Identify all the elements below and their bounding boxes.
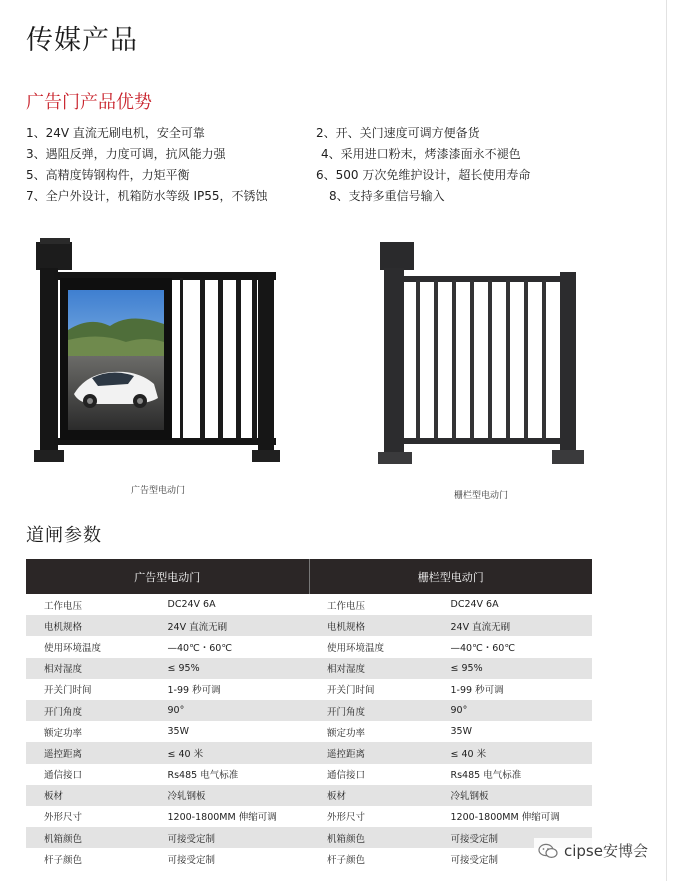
table-row: [26, 827, 592, 848]
table-row: [26, 721, 592, 742]
param-value: 90°: [451, 700, 593, 721]
param-value: 35W: [168, 721, 310, 742]
params-header-ad-gate: 广告型电动门: [26, 559, 309, 594]
param-value: 冷轧钢板: [451, 785, 593, 806]
param-label: 开门角度: [26, 700, 168, 721]
param-value: DC24V 6A: [168, 594, 310, 615]
fence-gate-image: [376, 242, 586, 468]
param-label: 额定功率: [26, 721, 168, 742]
param-value: 24V 直流无刷: [168, 615, 310, 636]
param-label: 通信接口: [309, 764, 451, 785]
advantages-heading: 广告门产品优势: [26, 92, 152, 113]
param-label: 开关门时间: [26, 679, 168, 700]
param-label: 开关门时间: [309, 679, 451, 700]
param-value: —40℃・60℃: [168, 636, 310, 657]
advantage-item: 4、采用进口粉末，烤漆漆面永不褪色: [321, 147, 521, 161]
param-label: 通信接口: [26, 764, 168, 785]
param-label: 遥控距离: [309, 742, 451, 763]
table-row: [26, 785, 592, 806]
param-value: ≤ 40 米: [451, 742, 593, 763]
advantage-item: 3、遇阻反弹，力度可调，抗风能力强: [26, 147, 226, 161]
table-row: [26, 806, 592, 827]
param-label: 电机规格: [309, 615, 451, 636]
param-label: 开门角度: [309, 700, 451, 721]
table-row: [26, 658, 592, 679]
param-label: 遥控距离: [26, 742, 168, 763]
param-label: 板材: [309, 785, 451, 806]
param-label: 相对湿度: [309, 658, 451, 679]
table-row: [26, 615, 592, 636]
table-row: [26, 636, 592, 657]
param-label: 外形尺寸: [26, 806, 168, 827]
param-value: 1200-1800MM 伸缩可调: [168, 806, 310, 827]
advantage-item: 6、500 万次免维护设计，超长使用寿命: [316, 168, 531, 182]
table-row: [26, 594, 592, 615]
param-value: 1-99 秒可调: [168, 679, 310, 700]
params-body: [26, 594, 592, 869]
param-value: 1200-1800MM 伸缩可调: [451, 806, 593, 827]
watermark-text: cipse安博会: [564, 842, 648, 860]
param-label: 使用环境温度: [309, 636, 451, 657]
param-label: 外形尺寸: [309, 806, 451, 827]
params-header-row: [26, 559, 592, 594]
param-label: 额定功率: [309, 721, 451, 742]
advantage-item: 2、开、关门速度可调方便备货: [316, 126, 480, 140]
param-value: —40℃・60℃: [451, 636, 593, 657]
ad-gate-image: [30, 238, 290, 466]
param-label: 工作电压: [26, 594, 168, 615]
advantage-item: 1、24V 直流无刷电机，安全可靠: [26, 126, 205, 140]
table-row: [26, 764, 592, 785]
param-value: Rs485 电气标准: [451, 764, 593, 785]
advantage-item: 5、高精度铸钢构件，力矩平衡: [26, 168, 190, 182]
param-value: 冷轧钢板: [168, 785, 310, 806]
page-edge-line: [666, 0, 667, 881]
param-label: 电机规格: [26, 615, 168, 636]
param-label: 相对湿度: [26, 658, 168, 679]
param-label: 机箱颜色: [26, 827, 168, 848]
ad-gate-caption: 广告型电动门: [131, 486, 186, 496]
params-header-fence-gate: 栅栏型电动门: [309, 559, 592, 594]
param-value: ≤ 40 米: [168, 742, 310, 763]
param-label: 使用环境温度: [26, 636, 168, 657]
advantage-item: 8、支持多重信号输入: [329, 189, 445, 203]
param-value: 1-99 秒可调: [451, 679, 593, 700]
params-table: [26, 559, 592, 869]
table-row: [26, 848, 592, 869]
table-row: [26, 679, 592, 700]
table-row: [26, 742, 592, 763]
param-value: 可接受定制: [168, 827, 310, 848]
wechat-icon: [538, 843, 558, 859]
watermark: [534, 838, 652, 863]
table-row: [26, 700, 592, 721]
param-label: 板材: [26, 785, 168, 806]
param-value: 35W: [451, 721, 593, 742]
param-label: 工作电压: [309, 594, 451, 615]
param-value: 24V 直流无刷: [451, 615, 593, 636]
param-value: Rs485 电气标准: [168, 764, 310, 785]
param-label: 杆子颜色: [309, 848, 451, 869]
param-label: 杆子颜色: [26, 848, 168, 869]
param-value: DC24V 6A: [451, 594, 593, 615]
page-title: 传媒产品: [26, 25, 138, 56]
advantage-item: 7、全户外设计，机箱防水等级 IP55，不锈蚀: [26, 189, 268, 203]
param-value: 90°: [168, 700, 310, 721]
param-value: 可接受定制: [168, 848, 310, 869]
param-value: 可接受定制: [451, 827, 593, 848]
param-label: 机箱颜色: [309, 827, 451, 848]
param-value: 可接受定制: [451, 848, 593, 869]
fence-gate-caption: 栅栏型电动门: [454, 491, 509, 501]
param-value: ≤ 95%: [168, 658, 310, 679]
param-value: ≤ 95%: [451, 658, 593, 679]
params-heading: 道闸参数: [26, 525, 102, 546]
